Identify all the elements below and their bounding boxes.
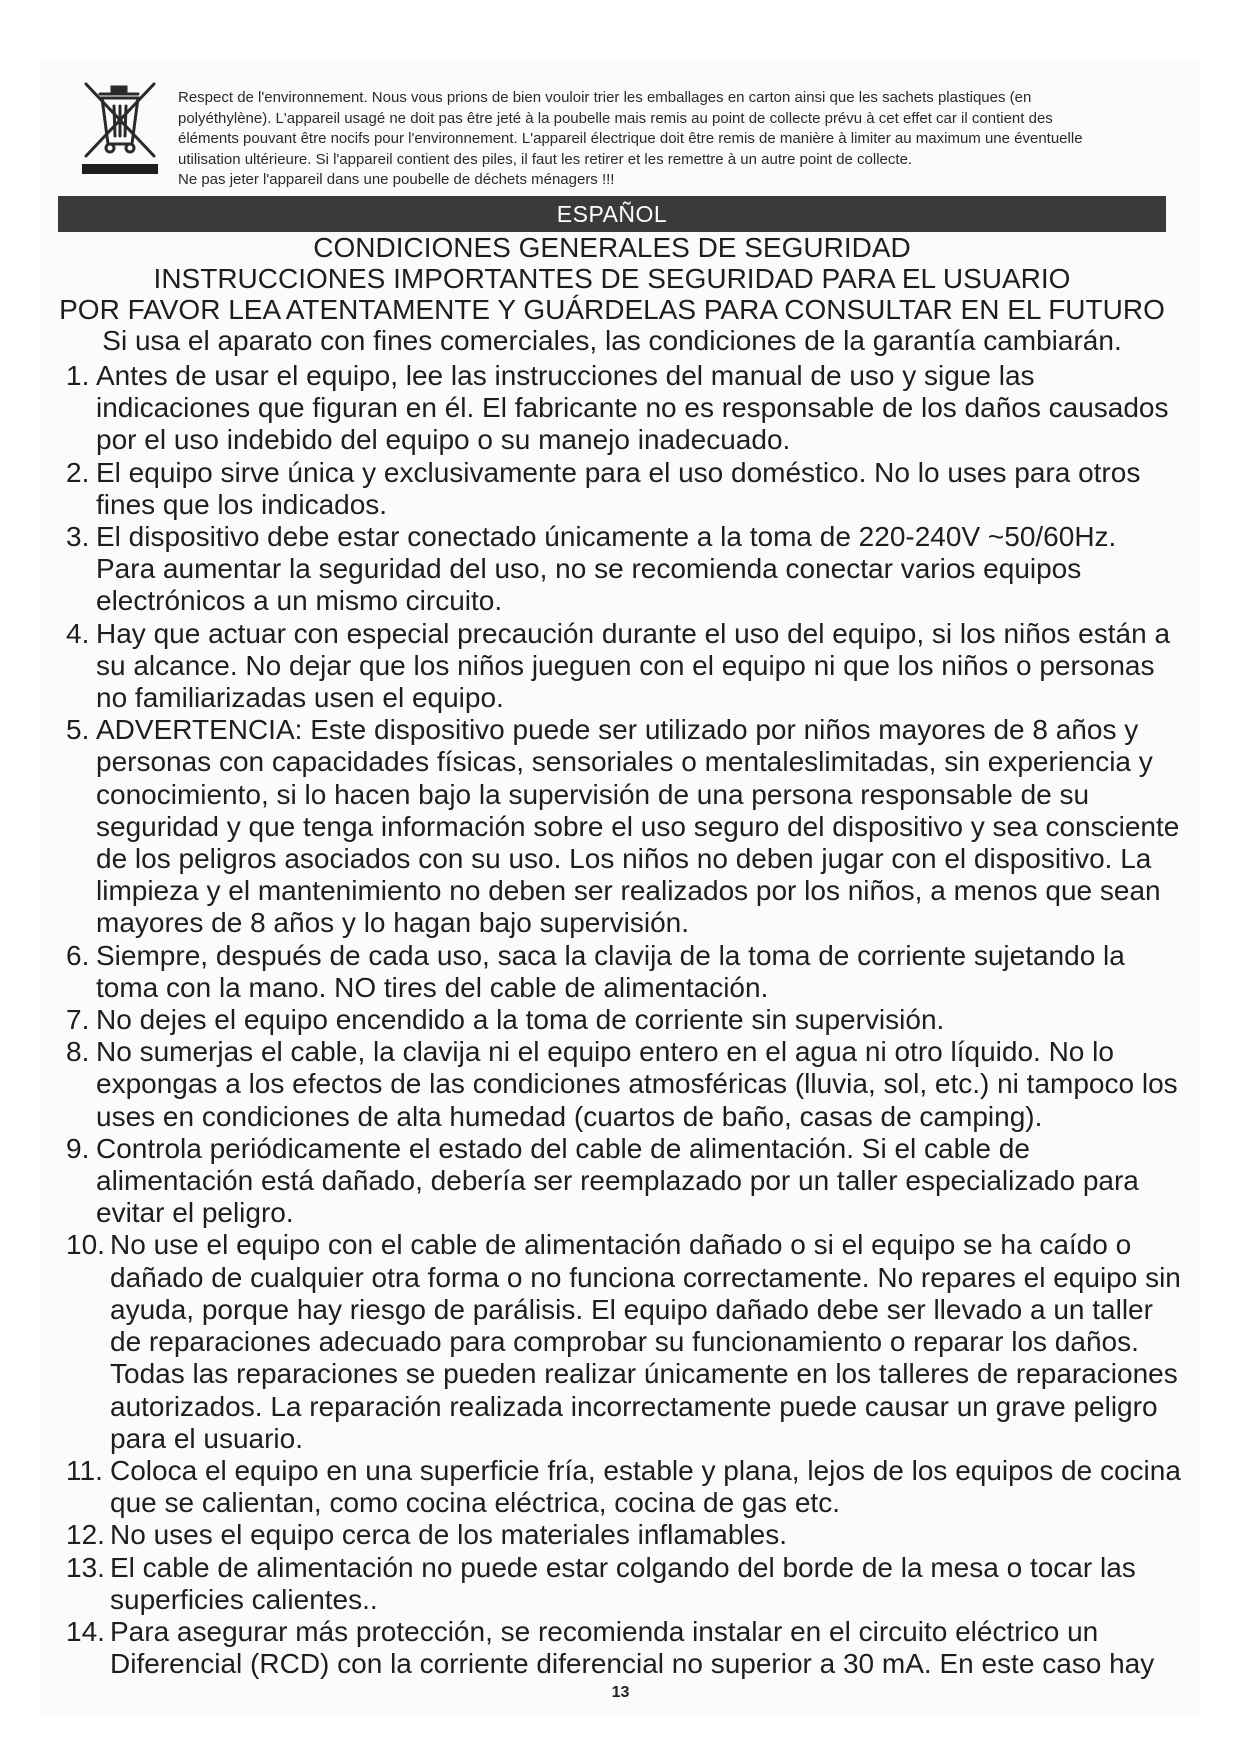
- item-text: No uses el equipo cerca de los materiales inflamables.: [110, 1519, 788, 1551]
- page-number: 13: [611, 1684, 630, 1701]
- item-number: 11.: [66, 1454, 103, 1486]
- list-item: [66, 940, 1182, 1004]
- item-number: 2.: [66, 456, 90, 488]
- list-item: [66, 618, 1182, 715]
- list-item: [66, 1552, 1182, 1616]
- list-item: [66, 1455, 1182, 1519]
- item-number: 4.: [66, 617, 90, 649]
- item-text: No dejes el equipo encendido a la toma de corriente sin supervisión.: [96, 1004, 945, 1036]
- item-text: Siempre, después de cada uso, saca la clavija de la toma de corriente sujetando la toma con la mano. NO tires del cable de alimentación.: [96, 939, 1125, 1003]
- list-item: [66, 360, 1182, 457]
- list-item: [66, 521, 1182, 618]
- page-subtitle: INSTRUCCIONES IMPORTANTES DE SEGURIDAD PARA EL USUARIO: [153, 263, 1071, 294]
- list-item: [66, 1229, 1182, 1454]
- item-number: 6.: [66, 939, 90, 971]
- item-text: Coloca el equipo en una superficie fría, estable y plana, lejos de los equipos de cocina que se calientan, como cocina eléctrica, cocina de gas etc.: [110, 1454, 1181, 1519]
- item-text: El equipo sirve única y exclusivamente para el uso doméstico. No lo uses para otros fines que los indicados.: [96, 456, 1141, 520]
- item-text: El dispositivo debe estar conectado únicamente a la toma de 220-240V ~50/60Hz. Para aumentar la seguridad del uso, no se recomienda conectar varios equipos electrónicos a un mismo circuito.: [96, 521, 1117, 617]
- page-title: CONDICIONES GENERALES DE SEGURIDAD: [313, 232, 911, 263]
- item-text: Hay que actuar con especial precaución durante el uso del equipo, si los niños están a su alcance. No dejar que los niños jueguen con el equipo ni que los niños o personas no familiarizadas usen el equipo.: [96, 617, 1171, 714]
- headings: [58, 232, 1166, 356]
- item-text: Controla periódicamente el estado del cable de alimentación. Si el cable de alimentación está dañado, debería ser reemplazado por un taller especializado para evitar el peligro.: [96, 1132, 1139, 1229]
- list-item: [66, 1004, 1182, 1036]
- item-text: Para asegurar más protección, se recomienda instalar en el circuito eléctrico un Diferencial (RCD) con la corriente diferencial no superior a 30 mA. En este caso hay: [110, 1615, 1155, 1680]
- item-number: 8.: [66, 1036, 90, 1068]
- environment-notice: [178, 88, 1158, 191]
- item-number: 5.: [66, 714, 90, 746]
- list-item: [66, 1133, 1182, 1230]
- item-number: 1.: [66, 360, 90, 391]
- list-item: [66, 1616, 1182, 1680]
- environment-line: Ne pas jeter l'appareil dans une poubelle de déchets ménagers !!!: [178, 171, 615, 188]
- list-item: [66, 457, 1182, 521]
- commercial-use-notice: Si usa el aparato con fines comerciales, las condiciones de la garantía cambiarán.: [102, 325, 1122, 356]
- list-item: [66, 1036, 1182, 1133]
- item-text: El cable de alimentación no puede estar colgando del borde de la mesa o tocar las superficies calientes..: [110, 1551, 1136, 1615]
- read-notice: POR FAVOR LEA ATENTAMENTE Y GUÁRDELAS PARA CONSULTAR EN EL FUTURO: [59, 294, 1165, 325]
- item-text: No sumerjas el cable, la clavija ni el equipo entero en el agua ni otro líquido. No lo expongas a los efectos de las condiciones atmosféricas (lluvia, sol, etc.) ni tampoco los uses en condiciones de alta humedad (cuartos de baño, casas de camping).: [96, 1036, 1178, 1132]
- list-item: [66, 1519, 1182, 1551]
- environment-line: Respect de l'environnement. Nous vous prions de bien vouloir trier les emballages en carton ainsi que les sachets plastiques (en: [178, 89, 1032, 106]
- item-number: 9.: [66, 1132, 90, 1164]
- item-text: No use el equipo con el cable de alimentación dañado o si el equipo se ha caído o dañado de cualquier otra forma o no funciona correctamente. No repares el equipo sin ayuda, porque hay riesgo de parálisis. El equipo dañado debe ser llevado a un taller de reparaciones adecuado para comprobar su funcionamiento o reparar los daños. Todas las reparaciones se pueden realizar únicamente en los talleres de reparaciones autorizados. La reparación realizada incorrectamente puede causar un grave peligro para el usuario.: [110, 1229, 1181, 1454]
- item-text: Antes de usar el equipo, lee las instrucciones del manual de uso y sigue las indicaciones que figuran en él. El fabricante no es responsable de los daños causados por el uso indebido del equipo o su manejo inadecuado.: [96, 360, 1169, 456]
- item-number: 14.: [66, 1615, 105, 1647]
- item-number: 10.: [66, 1229, 105, 1261]
- environment-line: utilisation ultérieure. Si l'appareil contient des piles, il faut les retirer et les remettre à un autre point de collecte.: [178, 150, 913, 168]
- safety-instructions-list: [66, 360, 1182, 1680]
- item-text: ADVERTENCIA: Este dispositivo puede ser utilizado por niños mayores de 8 años y personas con capacidades físicas, sensoriales o mentaleslimitadas, sin experiencia y conocimiento, si lo hacen bajo la supervisión de una persona responsable de su seguridad y que tenga información sobre el uso seguro del dispositivo y sea consciente de los peligros asociados con su uso. Los niños no deben jugar con el dispositivo. La limpieza y el mantenimiento no deben ser realizados por los niños, a menos que sean mayores de 8 años y lo hagan bajo supervisión.: [96, 714, 1180, 939]
- environment-line: éléments pouvant être nocifs pour l'environnement. L'appareil électrique doit être remis de manière à limiter au maximum une éventuelle: [178, 130, 1083, 147]
- item-number: 13.: [66, 1551, 105, 1583]
- list-item: [66, 714, 1182, 939]
- environment-line: polyéthylène). L'appareil usagé ne doit pas être jeté à la poubelle mais remis au point de collecte prévu à cet effet car il contient des: [178, 109, 1053, 127]
- crossed-out-wheelie-bin-icon: [80, 80, 160, 176]
- item-number: 12.: [66, 1519, 105, 1551]
- item-number: 3.: [66, 521, 90, 553]
- language-bar: ESPAÑOL: [58, 196, 1166, 232]
- item-number: 7.: [66, 1004, 90, 1036]
